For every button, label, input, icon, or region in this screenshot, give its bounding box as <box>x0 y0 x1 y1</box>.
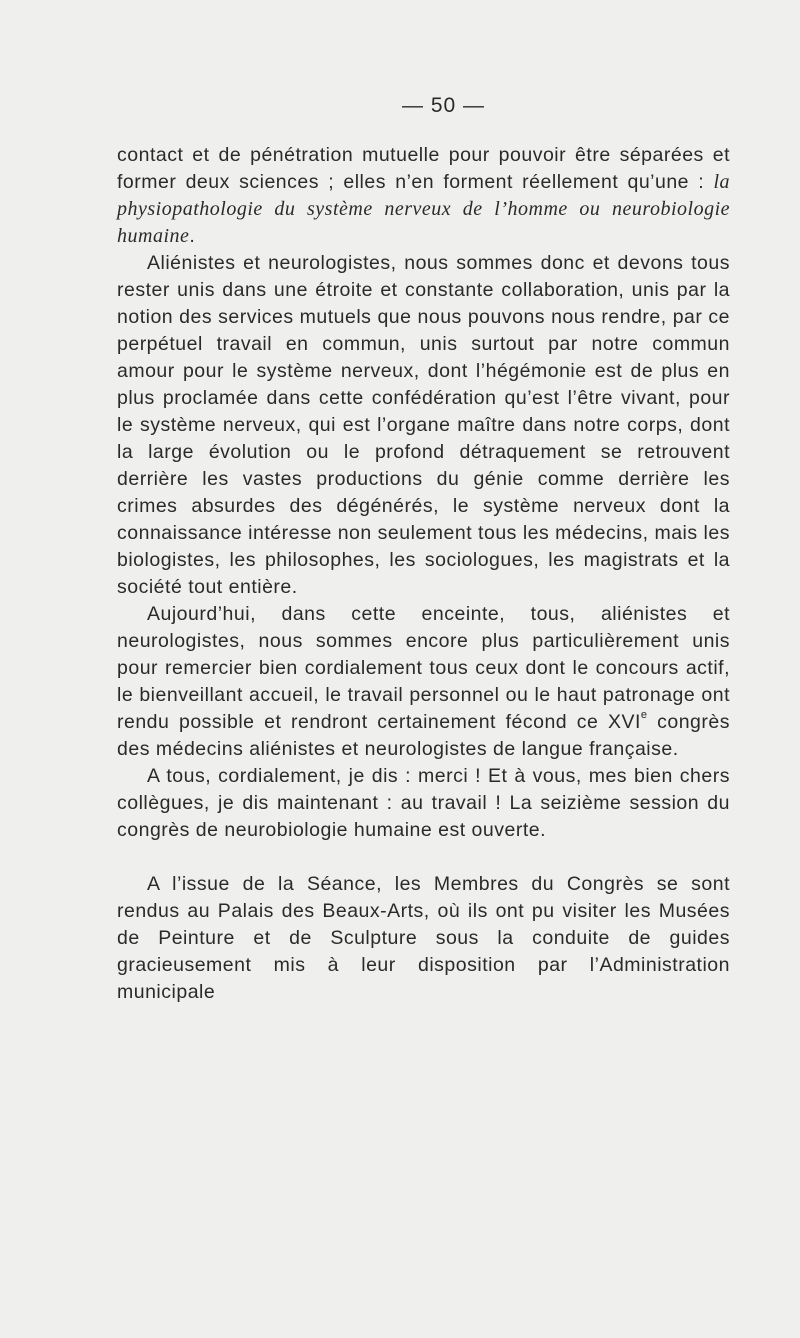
paragraph-2: Aliénistes et neurologistes, nous sommes donc et devons tous rester unis dans une étroite et constante collaboration, unis par la notion des services mutuels que nous pouvons nous rendre, par ce perpétuel travail en commun, unis surtout par notre commun amour pour le système nerveux, dont l’hégémonie est de plus en plus proclamée dans cette confédération qu’est l’être vivant, pour le système nerveux, qui est l’organe maître dans notre corps, dont la large évolution ou le profond détraquement se retrouvent derrière les vastes productions du génie comme derrière les crimes absurdes des dégénérés, le système nerveux dont la connaissance intéresse non seulement tous les médecins, mais les biologistes, les philosophes, les sociologues, les magistrats et la société tout entière. <box>117 252 730 598</box>
paragraph-5: A l’issue de la Séance, les Membres du Congrès se sont rendus au Palais des Beaux-Arts, où ils ont pu visiter les Musées de Peinture et de Sculpture sous la conduite de guides gracieusement mis à leur disposition par l’Administration municipale <box>117 873 730 1003</box>
page-number: — 50 — <box>401 94 486 117</box>
paragraph-1-lead: contact et de pénétration mutuelle pour pouvoir être séparées et former deux sciences ; elles n’en forment réellement qu’une : <box>117 144 730 193</box>
body-text <box>117 142 730 1006</box>
paragraph-4: A tous, cordialement, je dis : merci ! Et à vous, mes bien chers collègues, je dis maintenant : au travail ! La seizième session du congrès de neurobiologie humaine est ouverte. <box>117 765 730 841</box>
paragraph-3-lead: Aujourd’hui, dans cette enceinte, tous, aliénistes et neurologistes, nous sommes encore plus particulièrement unis pour remercier bien cordialement tous ceux dont le concours actif, le bienveillant accueil, le travail personnel ou le haut patronage ont rendu possible et rendront certainement fécond ce XVI <box>117 603 730 733</box>
paragraph-1-tail: . <box>189 225 196 247</box>
paragraph-continuation <box>117 142 730 250</box>
ordinal-superscript: e <box>640 709 648 721</box>
paragraph-3 <box>117 601 730 763</box>
paragraph-1-italic-phrase: la physiopathologie du système nerveux de l’homme ou neurobiologie humaine <box>117 171 730 247</box>
paragraph-3-tail: congrès des médecins aliénistes et neurologistes de langue française. <box>117 711 730 760</box>
